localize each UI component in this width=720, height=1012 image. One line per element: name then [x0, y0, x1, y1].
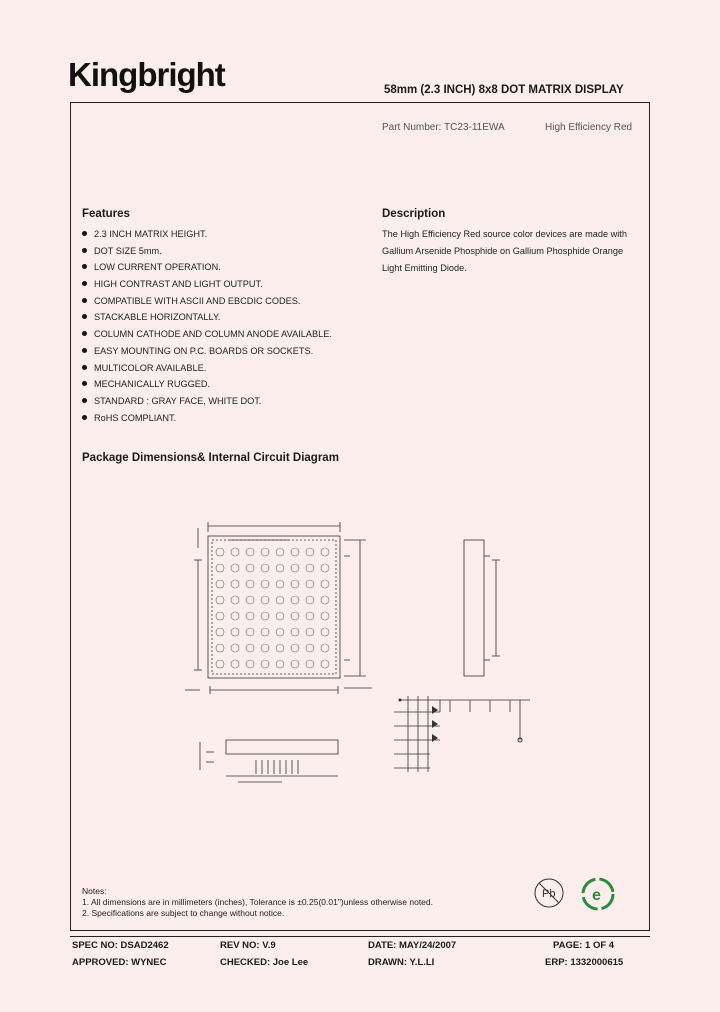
feature-item: MULTICOLOR AVAILABLE.: [82, 362, 332, 379]
features-heading: Features: [82, 208, 130, 220]
erp-number: ERP: 1332000615: [545, 957, 624, 968]
checked-by: CHECKED: Joe Lee: [220, 957, 309, 968]
feature-item: RoHS COMPLIANT.: [82, 412, 332, 429]
drawn-by: DRAWN: Y.L.LI: [368, 957, 435, 968]
approved-by: APPROVED: WYNEC: [72, 957, 167, 968]
pb-free-icon: [532, 876, 566, 910]
note-item: 2. Specifications are subject to change without notice.: [82, 908, 285, 918]
part-number: Part Number: TC23-11EWA: [382, 122, 505, 133]
eco-icon: [580, 876, 616, 912]
notes-heading: Notes:: [82, 886, 107, 896]
emitting-color: High Efficiency Red: [545, 122, 633, 133]
page-number: PAGE: 1 OF 4: [553, 940, 615, 951]
package-heading: Package Dimensions& Internal Circuit Diagram: [82, 452, 339, 464]
feature-item: STANDARD : GRAY FACE, WHITE DOT.: [82, 395, 332, 412]
feature-item: STACKABLE HORIZONTALLY.: [82, 311, 332, 328]
pb-label: Pb: [542, 888, 556, 900]
note-item: 1. All dimensions are in millimeters (inches), Tolerance is ±0.25(0.01")unless otherwise noted.: [82, 897, 433, 907]
feature-item: 2.3 INCH MATRIX HEIGHT.: [82, 228, 332, 245]
description-heading: Description: [382, 208, 446, 220]
spec-number: SPEC NO: DSAD2462: [72, 940, 169, 951]
company-logo: Kingbright: [68, 56, 225, 93]
eco-label: e: [592, 887, 601, 904]
footer-rule: [70, 936, 650, 937]
feature-item: DOT SIZE 5mm.: [82, 245, 332, 262]
document-date: DATE: MAY/24/2007: [368, 940, 457, 951]
feature-item: COLUMN CATHODE AND COLUMN ANODE AVAILABLE.: [82, 328, 332, 345]
feature-item: MECHANICALLY RUGGED.: [82, 378, 332, 395]
description-text: The High Efficiency Red source color devices are made with Gallium Arsenide Phosphide on Gallium Phosphide Orange Light Emitting Diode.: [382, 229, 627, 273]
revision-number: REV NO: V.9: [220, 940, 276, 951]
feature-item: COMPATIBLE WITH ASCII AND EBCDIC CODES.: [82, 295, 332, 312]
feature-item: EASY MOUNTING ON P.C. BOARDS OR SOCKETS.: [82, 345, 332, 362]
document-title: 58mm (2.3 INCH) 8x8 DOT MATRIX DISPLAY: [384, 84, 624, 96]
feature-item: HIGH CONTRAST AND LIGHT OUTPUT.: [82, 278, 332, 295]
feature-item: LOW CURRENT OPERATION.: [82, 261, 332, 278]
